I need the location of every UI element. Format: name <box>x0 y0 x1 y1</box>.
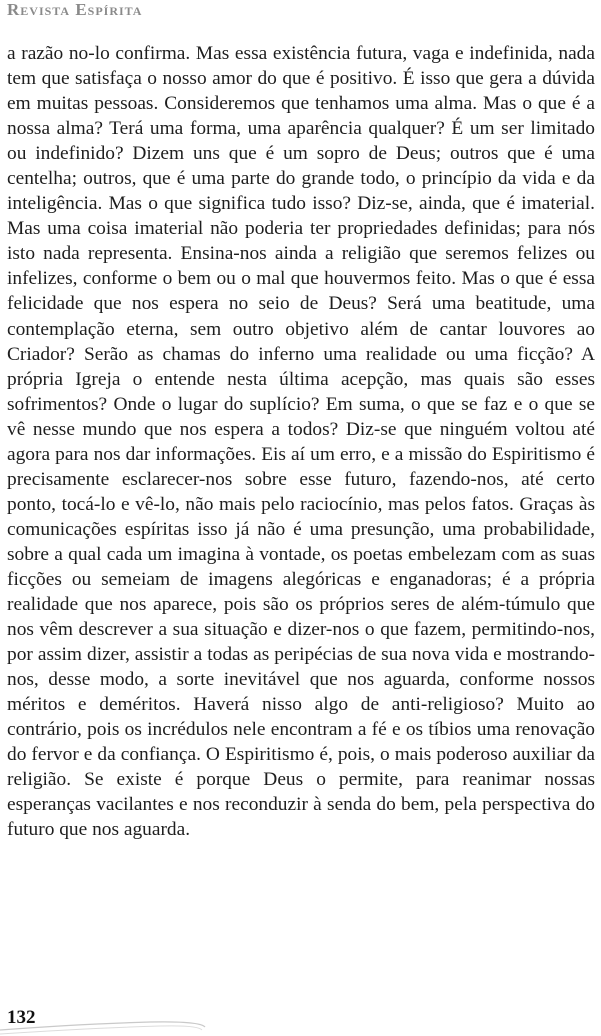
page-number: 132 <box>7 1007 36 1028</box>
body-text <box>7 41 595 843</box>
paragraph: a razão no-lo confirma. Mas essa existência futura, vaga e indefinida, nada tem que satisfaça o nosso amor do que é positivo. É isso que gera a dúvida em muitas pessoas. Consideremos que tenhamos uma alma. Mas o que é a nossa alma? Terá uma forma, uma aparência qualquer? É um ser limitado ou indefinido? Dizem uns que é um sopro de Deus; outros que é uma centelha; outros, que é uma parte do grande todo, o princípio da vida e da inteligência. Mas o que significa tudo isso? Diz-se, ainda, que é imaterial. Mas uma coisa imaterial não poderia ter propriedades definidas; para nós isto nada representa. Ensina-nos ainda a religião que seremos felizes ou infelizes, conforme o bem ou o mal que houvermos feito. Mas o que é essa felicidade que nos espera no seio de Deus? Será uma beatitude, uma contemplação eterna, sem outro objetivo além de cantar louvores ao Criador? Serão as chamas do inferno uma realidade ou uma ficção? A própria Igreja o entende nesta última acepção, mas quais são esses sofrimentos? Onde o lugar do suplício? Em suma, o que se faz e o que se vê nesse mundo que nos espera a todos? Diz-se que ninguém voltou até agora para nos dar informações. Eis aí um erro, e a missão do Espiritismo é precisamente esclarecer-nos sobre esse futuro, fazendo-nos, até certo ponto, tocá-lo e vê-lo, não mais pelo raciocínio, mas pelos fatos. Graças às comunicações espíritas isso já não é uma presunção, uma probabilidade, sobre a qual cada um imagina à vontade, os poetas embelezam com as suas ficções ou semeiam de imagens alegóricas e enganadoras; é a própria realidade que nos aparece, pois são os próprios seres de além-túmulo que nos vêm descrever a sua situação e dizer-nos o que fazem, permitindo-nos, por assim dizer, assistir a todas as peripécias de sua nova vida e mostrando-nos, desse modo, a sorte inevitável que nos aguarda, conforme nossos méritos e deméritos. Haverá nisso algo de anti-religioso? Muito ao contrário, pois os incrédulos nele encontram a fé e os tíbios uma renovação do fervor e da confiança. O Espiritismo é, pois, o mais poderoso auxiliar da religião. Se existe é porque Deus o permite, para reanimar nossas esperanças vacilantes e nos reconduzir à senda do bem, pela perspectiva do futuro que nos aguarda. <box>7 43 595 841</box>
footer-swoosh-decoration <box>0 1000 601 1036</box>
running-header: Revista Espírita <box>7 0 143 19</box>
